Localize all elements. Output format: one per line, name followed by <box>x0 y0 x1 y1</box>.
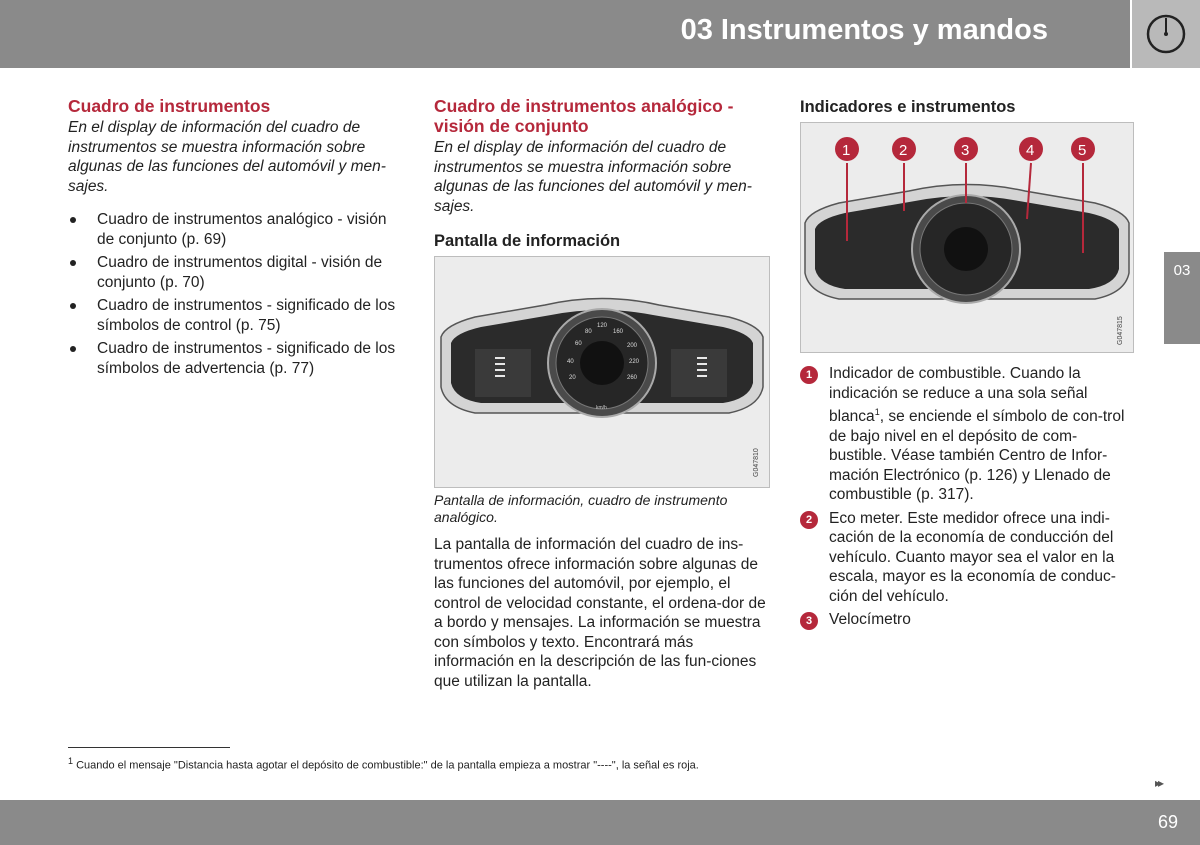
legend-item <box>800 364 1134 505</box>
gauge-tick-label: 200 <box>627 343 638 349</box>
gauge-icon-box <box>1132 0 1200 68</box>
gauges-figure <box>800 122 1134 353</box>
column-2 <box>434 96 770 691</box>
legend-list <box>800 364 1134 630</box>
gauge-tick-label: 60 <box>575 341 582 347</box>
gauge-tick-label: 260 <box>627 375 638 381</box>
callout-3: 3 <box>961 142 970 159</box>
section-intro: En el display de información del cuadro de instrumentos se muestra información sobre algunas de las funciones del automóvil y men-sajes. <box>68 119 386 195</box>
subheading: Indicadores e instrumentos <box>800 98 1016 116</box>
footnote-text: Cuando el mensaje "Distancia hasta agotar el depósito de combustible:" de la pantalla empieza a mostrar "----", la señal es roja. <box>76 759 699 772</box>
footnote <box>68 756 699 772</box>
page-footer <box>0 800 1200 845</box>
legend-item <box>800 509 1134 607</box>
page-header <box>0 0 1130 68</box>
gauge-tick-label: 120 <box>597 323 608 329</box>
figure-caption: Pantalla de información, cuadro de instrumento analógico. <box>434 492 728 525</box>
gauge-icon <box>1132 0 1200 68</box>
callout-5: 5 <box>1078 142 1087 159</box>
item-text: Velocímetro <box>829 611 911 629</box>
item-text: Indicador de combustible. Cuando la indicación se reduce a una sola señal blanca <box>829 365 1088 426</box>
chapter-tab[interactable]: 03 <box>1164 252 1200 344</box>
item-text-cont: , se enciende el símbolo de con-trol de bajo nivel en el depósito de com-bustible. Véase también Centro de Infor-mación Electrónico (p. 126) y Llenado de combustible (p. 317). <box>829 408 1125 504</box>
callout-4: 4 <box>1026 142 1035 159</box>
section-heading: Cuadro de instrumentos <box>68 96 271 116</box>
item-number-badge: 1 <box>800 366 818 384</box>
footnote-divider <box>68 747 230 748</box>
section-intro: En el display de información del cuadro de instrumentos se muestra información sobre algunas de las funciones del automóvil y men-sajes. <box>434 139 752 215</box>
item-number-badge: 3 <box>800 612 818 630</box>
figure-code: G047810 <box>753 448 760 477</box>
item-text: Eco meter. Este medidor ofrece una indi-cación de la economía de conducción del vehículo. Cuanto mayor sea el valor en la escala, mayor es la economía de conduc-ción del vehículo. <box>829 509 1116 605</box>
section-heading: Cuadro de instrumentos analógico - visión de conjunto <box>434 96 734 136</box>
gauge-tick-label: 160 <box>613 329 624 335</box>
reference-link[interactable]: Cuadro de instrumentos - significado de los símbolos de control (p. 75) <box>68 296 403 335</box>
gauge-tick-label: 40 <box>567 359 574 365</box>
page-number: 69 <box>1157 812 1178 832</box>
gauge-tick-label: 20 <box>569 375 576 381</box>
item-number-badge: 2 <box>800 511 818 529</box>
footnote-marker: 1 <box>874 407 880 417</box>
callout-2: 2 <box>899 142 908 159</box>
column-3 <box>800 96 1134 634</box>
column-1 <box>68 96 403 382</box>
reference-link[interactable]: Cuadro de instrumentos digital - visión de conjunto (p. 70) <box>68 253 403 292</box>
gauge-tick-label: 80 <box>585 329 592 335</box>
subheading: Pantalla de información <box>434 232 621 250</box>
figure-code: G047815 <box>1117 316 1124 345</box>
gauge-unit: km/h <box>596 405 607 411</box>
info-display-figure <box>434 256 770 488</box>
callout-1: 1 <box>842 142 851 159</box>
gauge-tick-label: 220 <box>629 359 640 365</box>
reference-list <box>68 210 403 378</box>
body-paragraph: La pantalla de información del cuadro de ins-trumentos ofrece información sobre algunas de las funciones del automóvil, por ejemplo, el control de velocidad constante, el ordena-dor de a bordo y mensajes. La información se muestra con símbolos y texto. Encontrará más información en la descripción de las fun-ciones que utilizan la pantalla. <box>434 536 766 690</box>
reference-link[interactable]: Cuadro de instrumentos - significado de los símbolos de advertencia (p. 77) <box>68 339 403 378</box>
reference-link[interactable]: Cuadro de instrumentos analógico - visión de conjunto (p. 69) <box>68 210 403 249</box>
gauges-callout-illustration <box>801 123 1133 352</box>
double-chevron-right-icon[interactable]: ▸▸ <box>1155 776 1162 790</box>
footnote-mark: 1 <box>68 756 74 766</box>
chapter-title: 03 Instrumentos y mandos <box>680 14 1048 46</box>
instrument-cluster-illustration <box>435 257 769 487</box>
legend-item <box>800 610 1134 630</box>
